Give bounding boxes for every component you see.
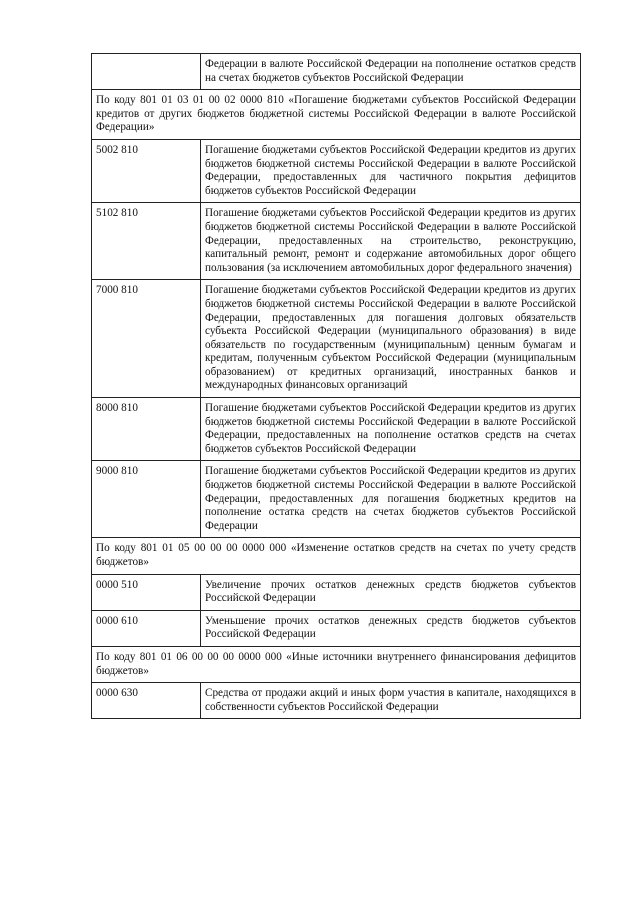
code-cell: 5102 810	[92, 203, 201, 280]
section-header-row	[92, 646, 581, 682]
section-header-row	[92, 538, 581, 574]
code-cell: 7000 810	[92, 280, 201, 398]
table-row	[92, 574, 581, 610]
section-header: По коду 801 01 03 01 00 02 0000 810 «Погашение бюджетами субъектов Российской Федерации кредитов от других бюджетов бюджетной системы Российской Федерации в валюте Российской Федерации»	[92, 90, 581, 140]
description-cell: Уменьшение прочих остатков денежных средств бюджетов субъектов Российской Федерации	[201, 610, 581, 646]
description-cell: Погашение бюджетами субъектов Российской Федерации кредитов из других бюджетов бюджетной системы Российской Федерации в валюте Российской Федерации, предоставленных для погашения бюджетных кредитов на пополнение остатка средств на счетах бюджетов субъектов Российской Федерации	[201, 461, 581, 538]
table-row	[92, 461, 581, 538]
code-cell: 0000 630	[92, 683, 201, 719]
table-row	[92, 203, 581, 280]
code-cell: 8000 810	[92, 398, 201, 461]
description-cell: Погашение бюджетами субъектов Российской Федерации кредитов из других бюджетов бюджетной системы Российской Федерации в валюте Российской Федерации, предоставленных на пополнение остатков средств на счетах бюджетов субъектов Российской Федерации	[201, 398, 581, 461]
description-cell: Федерации в валюте Российской Федерации на пополнение остатков средств на счетах бюджетов субъектов Российской Федерации	[201, 54, 581, 90]
table-row	[92, 54, 581, 90]
description-cell: Погашение бюджетами субъектов Российской Федерации кредитов из других бюджетов бюджетной системы Российской Федерации в валюте Российской Федерации, предоставленных для погашения долговых обязательств субъекта Российской Федерации (муниципального образования) в виде обязательств по государственным (муниципальным) ценным бумагам и кредитам, полученным субъектом Российской Федерации (муниципальным образованием) от кредитных организаций, иностранных банков и международных финансовых организаций	[201, 280, 581, 398]
code-cell	[92, 54, 201, 90]
section-header-row	[92, 90, 581, 140]
table-row	[92, 398, 581, 461]
table-row	[92, 139, 581, 202]
code-cell: 0000 510	[92, 574, 201, 610]
table-row	[92, 280, 581, 398]
table-row	[92, 610, 581, 646]
section-header: По коду 801 01 06 00 00 00 0000 000 «Иные источники внутреннего финансирования дефицитов бюджетов»	[92, 646, 581, 682]
description-cell: Увеличение прочих остатков денежных средств бюджетов субъектов Российской Федерации	[201, 574, 581, 610]
classification-table	[91, 53, 581, 719]
code-cell: 5002 810	[92, 139, 201, 202]
code-cell: 9000 810	[92, 461, 201, 538]
table-row	[92, 683, 581, 719]
code-cell: 0000 610	[92, 610, 201, 646]
description-cell: Средства от продажи акций и иных форм участия в капитале, находящихся в собственности субъектов Российской Федерации	[201, 683, 581, 719]
description-cell: Погашение бюджетами субъектов Российской Федерации кредитов из других бюджетов бюджетной системы Российской Федерации в валюте Российской Федерации, предоставленных на строительство, реконструкцию, капитальный ремонт, ремонт и содержание автомобильных дорог общего пользования (за исключением автомобильных дорог федерального значения)	[201, 203, 581, 280]
description-cell: Погашение бюджетами субъектов Российской Федерации кредитов из других бюджетов бюджетной системы Российской Федерации в валюте Российской Федерации, предоставленных для частичного покрытия дефицитов бюджетов субъектов Российской Федерации	[201, 139, 581, 202]
section-header: По коду 801 01 05 00 00 00 0000 000 «Изменение остатков средств на счетах по учету средств бюджетов»	[92, 538, 581, 574]
